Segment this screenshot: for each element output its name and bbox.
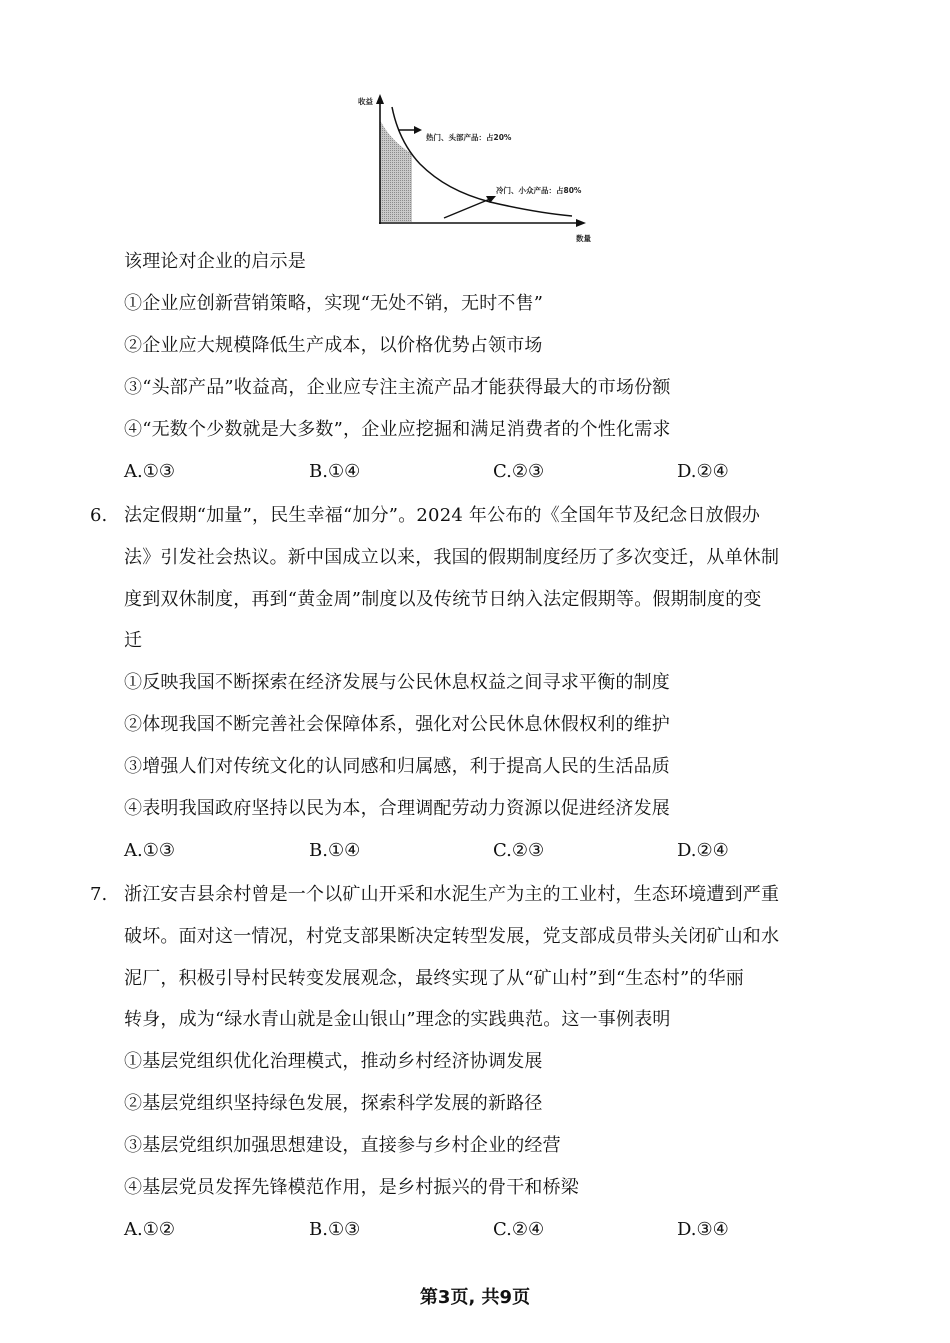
q7-line-4: 转身，成为“绿水青山就是金山银山”理念的实践典范。这一事例表明 — [124, 1009, 671, 1030]
q6-option-c[interactable]: C.②③ — [493, 840, 545, 861]
x-axis-arrow — [576, 219, 586, 227]
tail-arrow-line — [444, 199, 490, 218]
q6-number: 6. — [90, 505, 108, 526]
q6-statement-3: ③增强人们对传统文化的认同感和归属感，利于提高人民的生活品质 — [124, 756, 670, 777]
q6-line-2: 法》引发社会热议。新中国成立以来，我国的假期制度经历了多次变迁，从单休制 — [124, 547, 780, 568]
q7-statement-2: ②基层党组织坚持绿色发展，探索科学发展的新路径 — [124, 1093, 543, 1114]
q6-line-4: 迁 — [124, 630, 143, 651]
q7-number: 7. — [90, 884, 108, 905]
q6-line-1: 法定假期“加量”，民生幸福“加分”。2024 年公布的《全国年节及纪念日放假办 — [124, 505, 761, 526]
q5-statement-3: ③“头部产品”收益高，企业应专注主流产品才能获得最大的市场份额 — [124, 377, 671, 398]
q6-options — [124, 839, 824, 863]
q7-line-1: 浙江安吉县余村曾是一个以矿山开采和水泥生产为主的工业村，生态环境遭到严重 — [124, 884, 780, 905]
q6-statement-4: ④表明我国政府坚持以民为本，合理调配劳动力资源以促进经济发展 — [124, 798, 670, 819]
q5-option-a[interactable]: A.①③ — [124, 461, 175, 482]
q7-statement-1: ①基层党组织优化治理模式，推动乡村经济协调发展 — [124, 1051, 543, 1072]
q6-option-a[interactable]: A.①③ — [124, 840, 175, 861]
tail-annotation: 冷门、小众产品：占80% — [496, 186, 582, 195]
q6-line-3: 度到双休制度，再到“黄金周”制度以及传统节日纳入法定假期等。假期制度的变 — [124, 589, 762, 610]
q7-line-2: 破坏。面对这一情况，村党支部果断决定转型发展，党支部成员带头关闭矿山和水 — [124, 926, 780, 947]
q7-option-b[interactable]: B.①③ — [309, 1219, 361, 1240]
long-tail-curve — [392, 107, 572, 216]
y-axis-label: 收益 — [358, 97, 373, 106]
q5-options — [124, 460, 824, 484]
q5-statement-1: ①企业应创新营销策略，实现“无处不销，无时不售” — [124, 293, 544, 314]
q5-option-c[interactable]: C.②③ — [493, 461, 545, 482]
head-annotation: 热门、头部产品：占20% — [426, 133, 512, 142]
q5-prompt: 该理论对企业的启示是 — [124, 251, 306, 272]
q5-option-d[interactable]: D.②④ — [677, 461, 729, 482]
q7-option-c[interactable]: C.②④ — [493, 1219, 545, 1240]
head-region — [380, 120, 412, 222]
y-axis-arrow — [376, 94, 384, 104]
q5-statement-2: ②企业应大规模降低生产成本，以价格优势占领市场 — [124, 335, 543, 356]
q7-option-a[interactable]: A.①② — [124, 1219, 175, 1240]
q7-option-d[interactable]: D.③④ — [677, 1219, 729, 1240]
x-axis-label: 数量 — [576, 234, 591, 243]
q7-statement-3: ③基层党组织加强思想建设，直接参与乡村企业的经营 — [124, 1135, 561, 1156]
q6-statement-2: ②体现我国不断完善社会保障体系，强化对公民休息休假权利的维护 — [124, 714, 670, 735]
q7-line-3: 泥厂，积极引导村民转变发展观念，最终实现了从“矿山村”到“生态村”的华丽 — [124, 968, 745, 989]
q6-option-b[interactable]: B.①④ — [309, 840, 361, 861]
q5-option-b[interactable]: B.①④ — [309, 461, 361, 482]
q7-options — [124, 1218, 824, 1242]
q7-statement-4: ④基层党员发挥先锋模范作用，是乡村振兴的骨干和桥梁 — [124, 1177, 579, 1198]
q6-statement-1: ①反映我国不断探索在经济发展与公民休息权益之间寻求平衡的制度 — [124, 672, 670, 693]
head-arrow-head — [414, 126, 422, 134]
q6-option-d[interactable]: D.②④ — [677, 840, 729, 861]
q5-statement-4: ④“无数个少数就是大多数”，企业应挖掘和满足消费者的个性化需求 — [124, 419, 671, 440]
long-tail-chart — [350, 92, 600, 260]
long-tail-figure — [350, 92, 600, 260]
page-footer: 第3页, 共9页 — [419, 1287, 531, 1308]
